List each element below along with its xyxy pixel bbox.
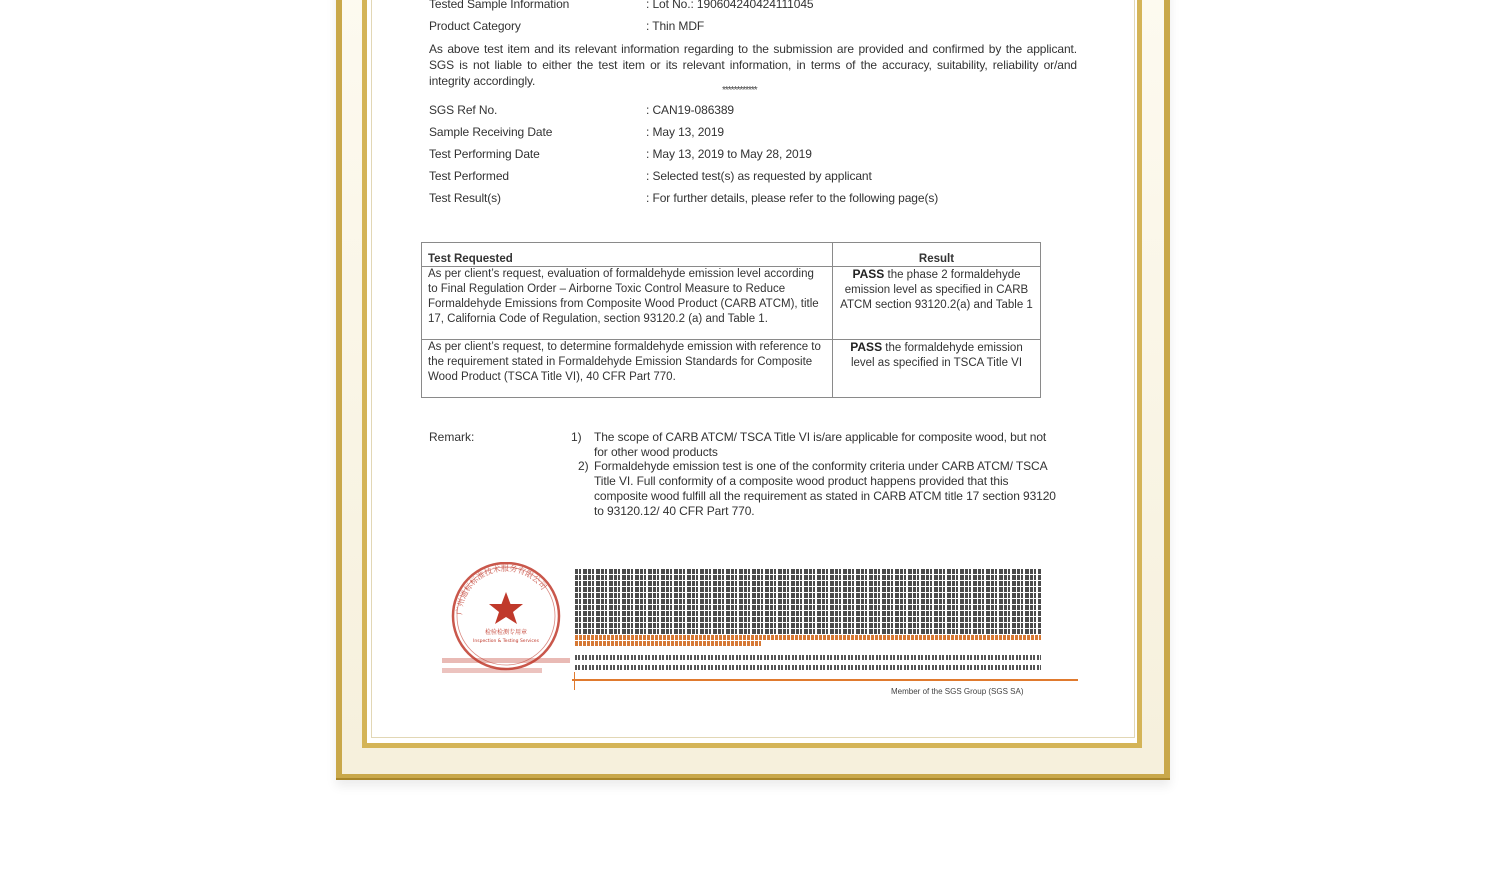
fine-print-block: [575, 569, 1041, 651]
seal-ring-text: 广州通标标准技术服务有限公司: [454, 563, 549, 616]
field-label-receiving-date: Sample Receiving Date: [429, 125, 553, 139]
field-value-test-results: : For further details, please refer to the following page(s): [646, 191, 939, 205]
result-text: the phase 2 formaldehyde emission level as specified in CARB ATCM section 93120.2(a) and Table 1: [840, 269, 1033, 311]
field-label-test-results: Test Result(s): [429, 191, 501, 205]
field-label-tested-sample: Tested Sample Information: [429, 0, 570, 11]
table-header-result: Result: [833, 243, 1041, 267]
remark-text: Formaldehyde emission test is one of the conformity criteria under CARB ATCM/ TSCA Title VI. Full conformity of a composite wood product happens provided that this composite wood fulfill all the requirement as stated in CARB ATCM title 17 section 93120 to 93120.12/ 40 CFR Part 770.: [594, 459, 1056, 518]
table-cell-result: [833, 340, 1041, 398]
footer-rule-tick: [574, 672, 575, 690]
remark-item: [578, 459, 1064, 519]
separator-stars: ************: [722, 85, 757, 96]
remark-number: 1): [571, 430, 582, 444]
field-value-tested-sample: : Lot No.: 190604240424111045: [646, 0, 814, 11]
table-row: [422, 267, 1041, 340]
field-value-receiving-date: : May 13, 2019: [646, 125, 724, 139]
field-label-test-performed: Test Performed: [429, 169, 509, 183]
pass-label: PASS: [850, 340, 883, 354]
seal-inner-text: 检验检测专用章: [484, 629, 528, 636]
remark-text: The scope of CARB ATCM/ TSCA Title VI is/are applicable for composite wood, but not for other wood products: [594, 430, 1047, 459]
pass-label: PASS: [852, 267, 885, 281]
field-value-ref-no: : CAN19-086389: [646, 103, 734, 117]
star-icon: [489, 592, 523, 624]
table-cell-test: As per client’s request, evaluation of formaldehyde emission level according to Final Regulation Order – Airborne Toxic Control Measure to Reduce Formaldehyde Emissions from Composite Wood Product (CARB ATCM), title 17, California Code of Regulation, section 93120.2 (a) and Table 1.: [422, 267, 833, 340]
field-label-performing-date: Test Performing Date: [429, 147, 540, 161]
table-header-row: [422, 243, 1041, 267]
member-text: Member of the SGS Group (SGS SA): [891, 687, 1024, 696]
results-table: [421, 242, 1041, 398]
table-header-test: Test Requested: [422, 243, 833, 267]
address-block: [575, 655, 1041, 675]
remark-item: [571, 430, 1061, 460]
official-seal-stamp: [440, 562, 580, 687]
table-row: [422, 340, 1041, 398]
field-value-performing-date: : May 13, 2019 to May 28, 2019: [646, 147, 812, 161]
table-cell-result: [833, 267, 1041, 340]
result-text: the formaldehyde emission level as specified in TSCA Title VI: [850, 342, 1023, 369]
disclaimer-paragraph: As above test item and its relevant information regarding to the submission are provided and confirmed by the applicant. SGS is not liable to either the test item or its relevant information, in terms of the accuracy, suitability, reliability or/and integrity accordingly.: [429, 42, 1077, 88]
field-label-product-category: Product Category: [429, 19, 521, 33]
remark-label: Remark:: [429, 430, 475, 444]
seal-inner-text-en: Inspection & Testing Services: [473, 639, 539, 644]
field-label-ref-no: SGS Ref No.: [429, 103, 498, 117]
remark-number: 2): [578, 459, 589, 473]
footer-rule: [572, 679, 1078, 681]
field-value-test-performed: : Selected test(s) as requested by applicant: [646, 169, 872, 183]
table-cell-test: As per client’s request, to determine formaldehyde emission with reference to the requirement stated in Formaldehyde Emission Standards for Composite Wood Product (TSCA Title VI), 40 CFR Part 770.: [422, 340, 833, 398]
field-value-product-category: : Thin MDF: [646, 19, 705, 33]
